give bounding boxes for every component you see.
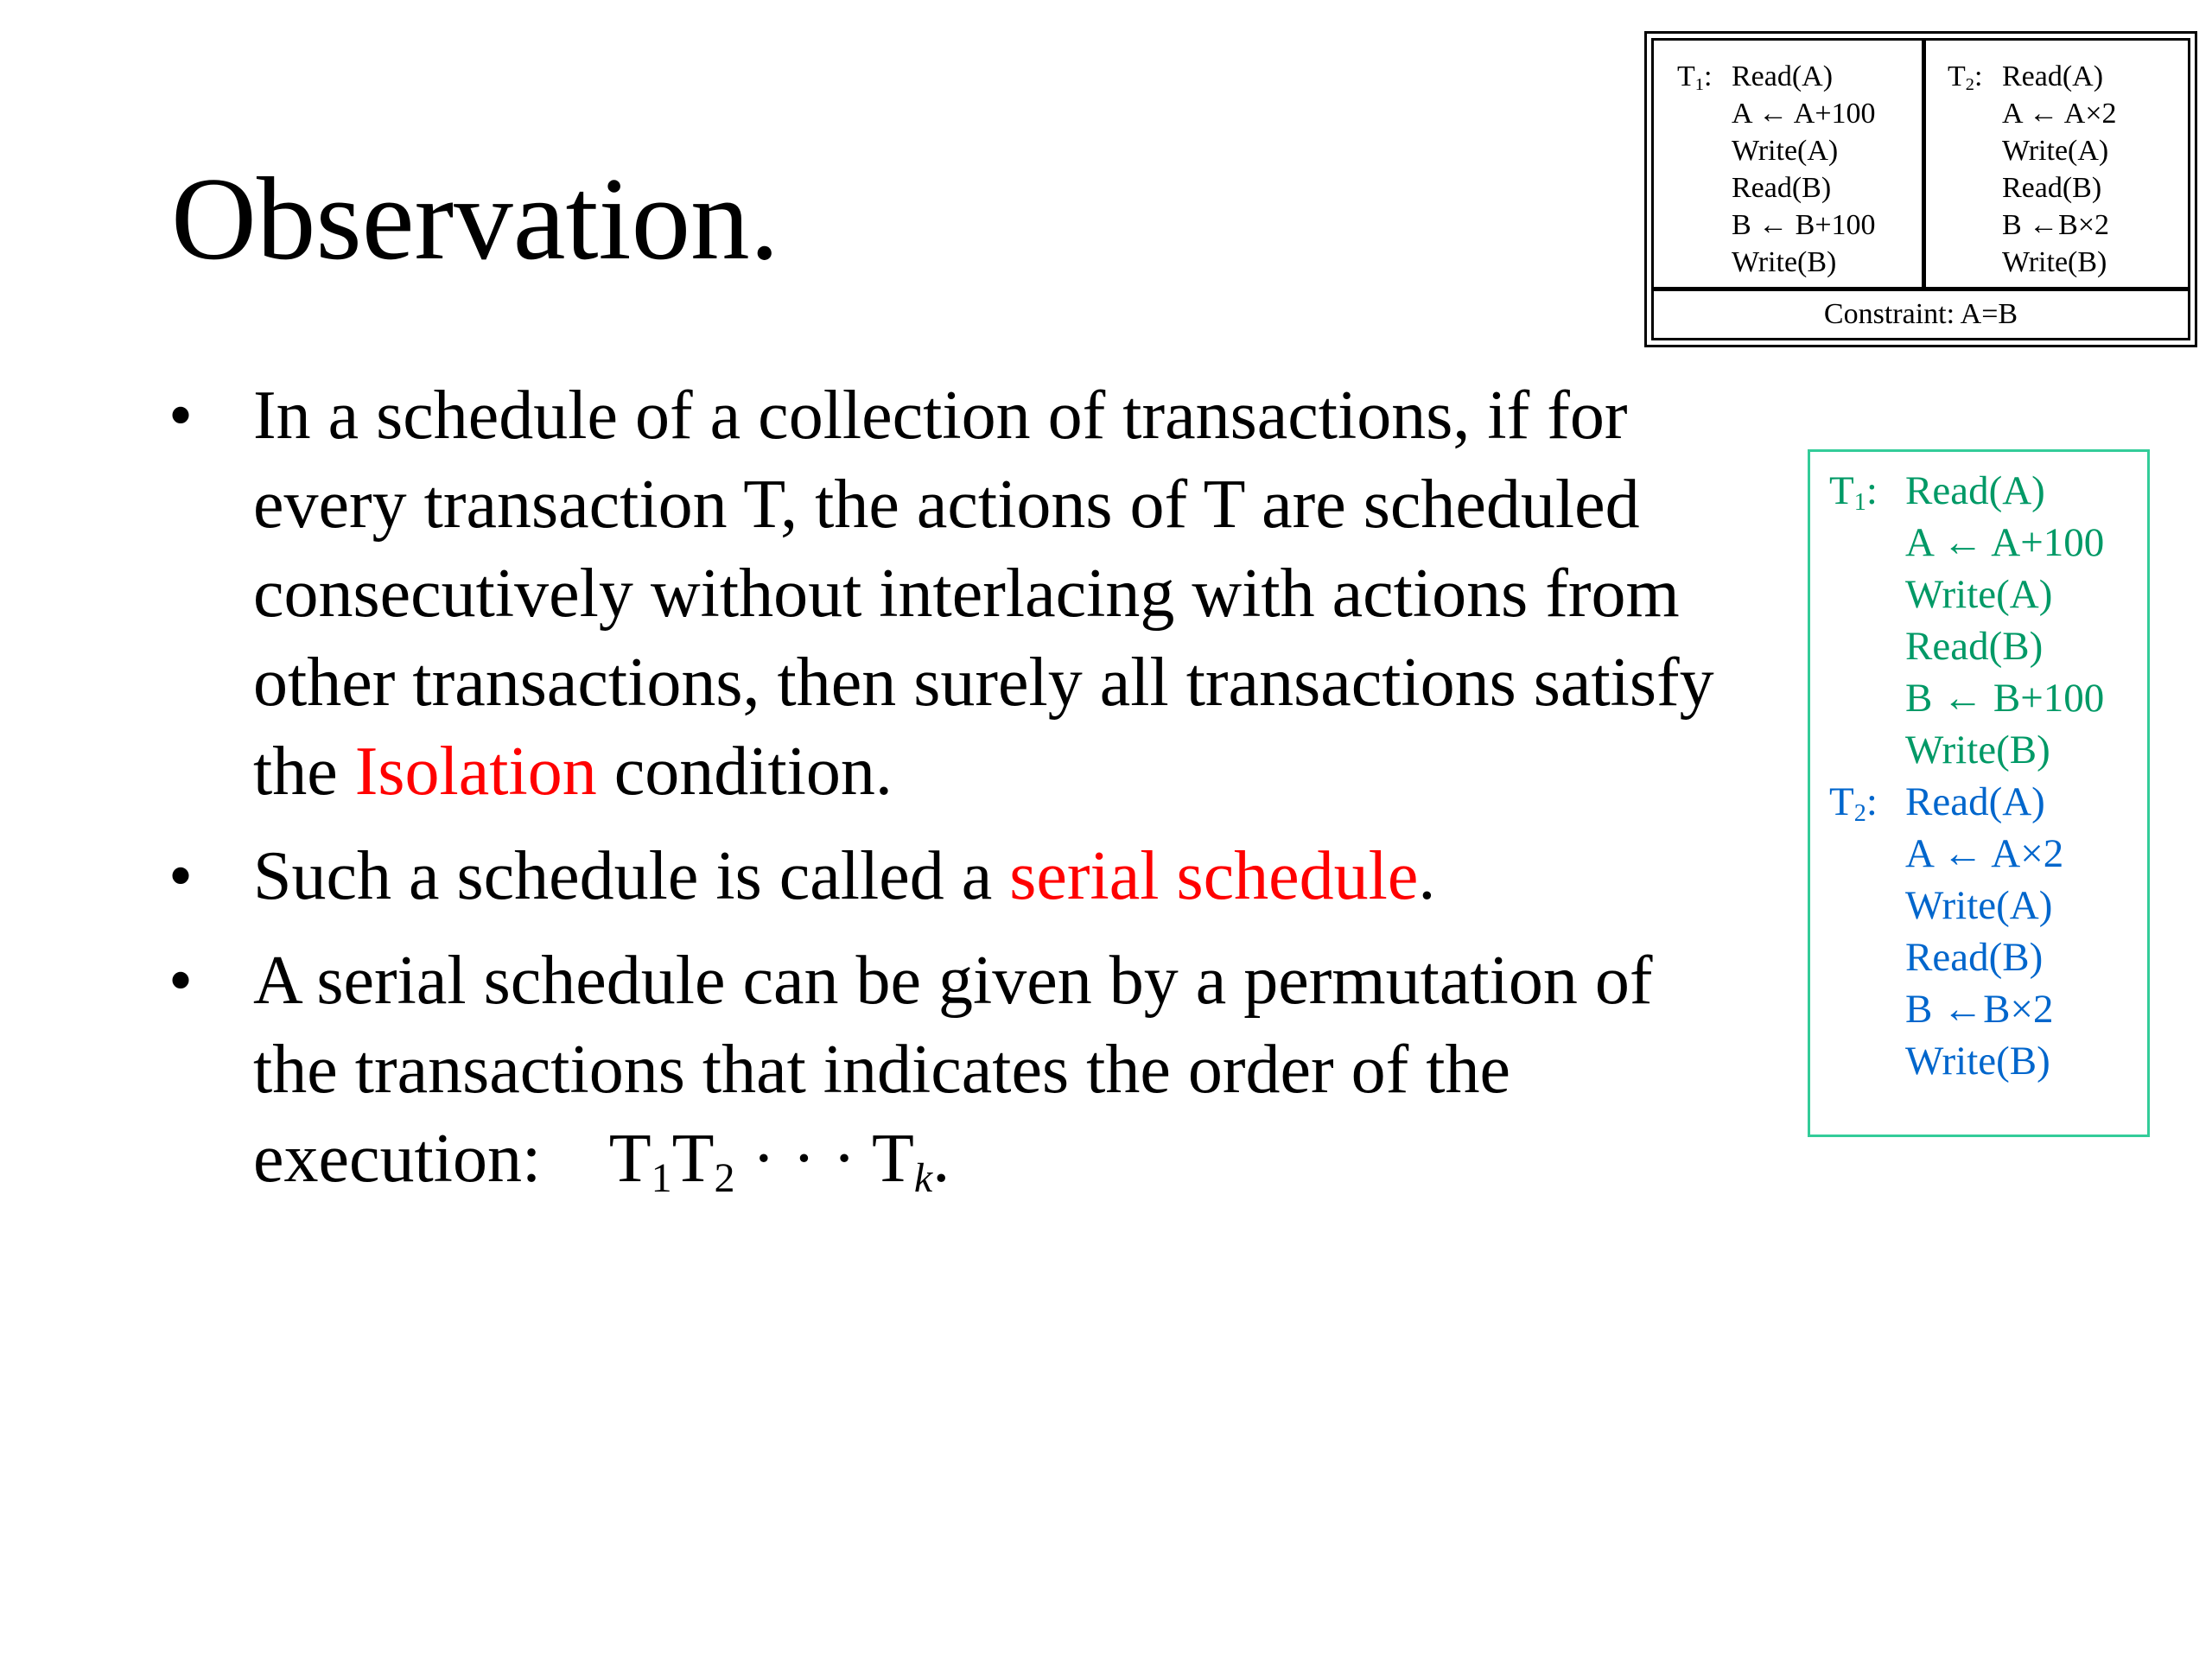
t1-row — [1677, 58, 1922, 95]
serial-t1-line: Write(B) — [1905, 728, 2050, 772]
serial-t1-line: Read(A) — [1905, 468, 2045, 513]
bullet-text: In a schedule of a collection of transactions, if for every transaction T, the actions of T are scheduled consecutively without interlacing with actions from other transactions, then surely all transactions satisfy the — [253, 378, 1714, 810]
bullet-marker: • — [168, 838, 194, 914]
t1-line: Write(B) — [1732, 246, 1837, 278]
bullet-text: Such a schedule is called a — [253, 838, 1010, 914]
t2-row — [1948, 58, 2198, 95]
serial-t2-block — [1829, 776, 2147, 1087]
t1-line: A ← A+100 — [1732, 98, 1876, 130]
highlight-serial-schedule: serial schedule — [1009, 838, 1419, 914]
bullet-text: condition. — [596, 734, 893, 810]
bullet-marker: • — [168, 943, 194, 1019]
serial-t1-line: A ← A+100 — [1905, 520, 2105, 565]
t2-line: A ← A×2 — [2002, 98, 2117, 130]
t1-line: Write(A) — [1732, 135, 1839, 167]
t1-label: $T_1$: — [1677, 60, 1713, 95]
serial-t1-line: Read(B) — [1905, 624, 2044, 669]
t1-line: Read(B) — [1732, 172, 1832, 204]
bullet-marker: • — [168, 378, 194, 454]
serial-t2-line: Write(B) — [1905, 1039, 2050, 1084]
serial-t1-line: B ← B+100 — [1905, 676, 2105, 721]
t2-line: Write(B) — [2002, 246, 2107, 278]
t2-label: $T_2$: — [1948, 60, 1983, 95]
bullet-item-isolation — [168, 372, 1750, 817]
bullet-item-serial-schedule — [168, 832, 1750, 921]
serial-t2-line: Write(A) — [1905, 883, 2053, 928]
t2-line: Read(B) — [2002, 172, 2102, 204]
transaction-table — [1644, 31, 2197, 347]
slide-title: Observation. — [171, 153, 779, 284]
constraint-label: Constraint: A=B — [1823, 298, 2018, 330]
serial-t2-line: Read(B) — [1905, 935, 2044, 980]
t1-column — [1654, 41, 1926, 287]
t2-column — [1930, 41, 2198, 287]
bullet-item-permutation — [168, 937, 1750, 1204]
serial-t1-label: $T_1$: — [1829, 468, 1878, 517]
serial-schedule-box — [1808, 449, 2150, 1137]
t2-line: B ←B×2 — [2002, 209, 2110, 241]
transaction-table-inner — [1651, 38, 2190, 340]
serial-t2-line: A ← A×2 — [1905, 831, 2064, 876]
t1-line: Read(A) — [1732, 60, 1834, 92]
bullet-text: . — [1418, 838, 1436, 914]
serial-t2-line: Read(A) — [1905, 779, 2045, 824]
t2-line: Write(A) — [2002, 135, 2109, 167]
serial-t1-line: Write(A) — [1905, 572, 2053, 617]
highlight-isolation: Isolation — [354, 734, 597, 810]
t2-line: Read(A) — [2002, 60, 2104, 92]
bullet-text: A serial schedule can be given by a permutation of the transactions that indicates the order of the execution: — [253, 943, 1670, 1197]
bullet-list — [168, 372, 1750, 1219]
serial-t1-block — [1829, 465, 2147, 776]
t1-line: B ← B+100 — [1732, 209, 1876, 241]
permutation-formula: $T_1T_2$ · · · $T_k$. — [608, 1121, 950, 1201]
serial-t2-line: B ←B×2 — [1905, 987, 2054, 1032]
serial-t2-label: $T_2$: — [1829, 779, 1878, 828]
